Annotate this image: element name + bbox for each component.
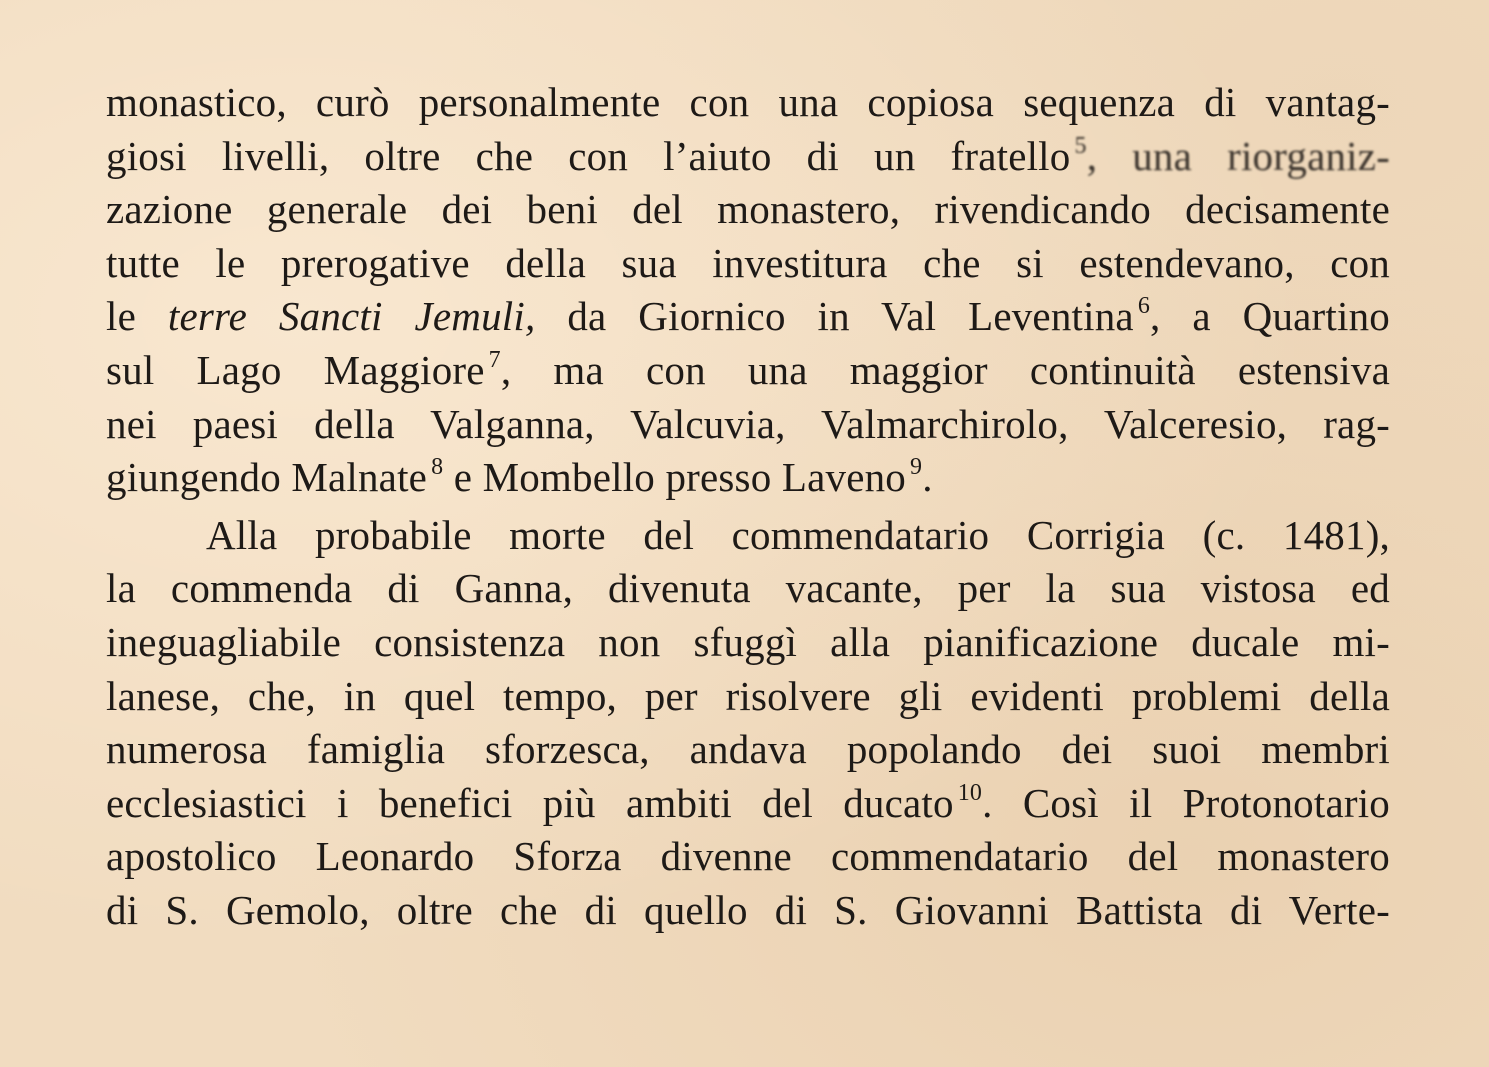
text-line [106, 290, 1390, 344]
text-line: tutte le prerogative della sua investitura che si estendevano, con [106, 239, 1390, 286]
text-span: . [922, 454, 933, 501]
paragraph [106, 76, 1390, 505]
footnote-marker: 10 [957, 779, 983, 806]
text-line [106, 130, 1390, 184]
text-line: ineguagliabile consistenza non sfuggì alla pianificazione ducale mi- [106, 618, 1390, 665]
text-line: numerosa famiglia sforzesca, andava popolando dei suoi membri [106, 726, 1390, 773]
text-span: . Così il Protonotario [982, 779, 1391, 826]
footnote-marker: 9 [910, 454, 923, 481]
text-line: di S. Gemolo, oltre che di quello di S. Giovanni Battista di Verte- [106, 886, 1390, 933]
paragraph [106, 509, 1390, 938]
text-line: zazione generale dei beni del monastero, rivendicando decisamente [106, 186, 1390, 233]
text-span: , a Quartino [1150, 293, 1390, 340]
body-text [106, 76, 1390, 938]
text-span: le [106, 293, 168, 340]
text-span: , ma con una maggior continuità estensiva [500, 346, 1390, 393]
footnote-marker: 8 [431, 454, 444, 481]
text-span: , una riorganiz- [1086, 132, 1391, 179]
text-span: sul Lago Maggiore [106, 346, 485, 393]
text-span: giosi livelli, oltre che con l’aiuto di un fratello [106, 132, 1071, 179]
text-line [106, 451, 1390, 505]
text-line [106, 344, 1390, 398]
footnote-marker: 7 [488, 346, 501, 373]
text-line: Alla probabile morte del commendatario Corrigia (c. 1481), [206, 511, 1390, 558]
text-line [106, 777, 1390, 831]
text-span: da Giornico in Val Leventina [535, 293, 1134, 340]
text-line: la commenda di Ganna, divenuta vacante, per la sua vistosa ed [106, 565, 1390, 612]
footnote-marker: 6 [1137, 293, 1151, 320]
text-line: lanese, che, in quel tempo, per risolvere gli evidenti problemi della [106, 672, 1390, 719]
footnote-marker: 5 [1074, 132, 1087, 159]
text-line: nei paesi della Valganna, Valcuvia, Valmarchirolo, Valceresio, rag- [106, 400, 1390, 447]
text-span: e Mombello presso Laveno [443, 454, 907, 501]
italic-phrase: terre Sancti Jemuli, [167, 293, 536, 340]
text-span: ecclesiastici i benefici più ambiti del ducato [106, 779, 954, 826]
text-span: giungendo Malnate [106, 454, 428, 501]
text-line: monastico, curò personalmente con una copiosa sequenza di vantag- [106, 79, 1390, 125]
text-line: apostolico Leonardo Sforza divenne commendatario del monastero [106, 833, 1390, 880]
